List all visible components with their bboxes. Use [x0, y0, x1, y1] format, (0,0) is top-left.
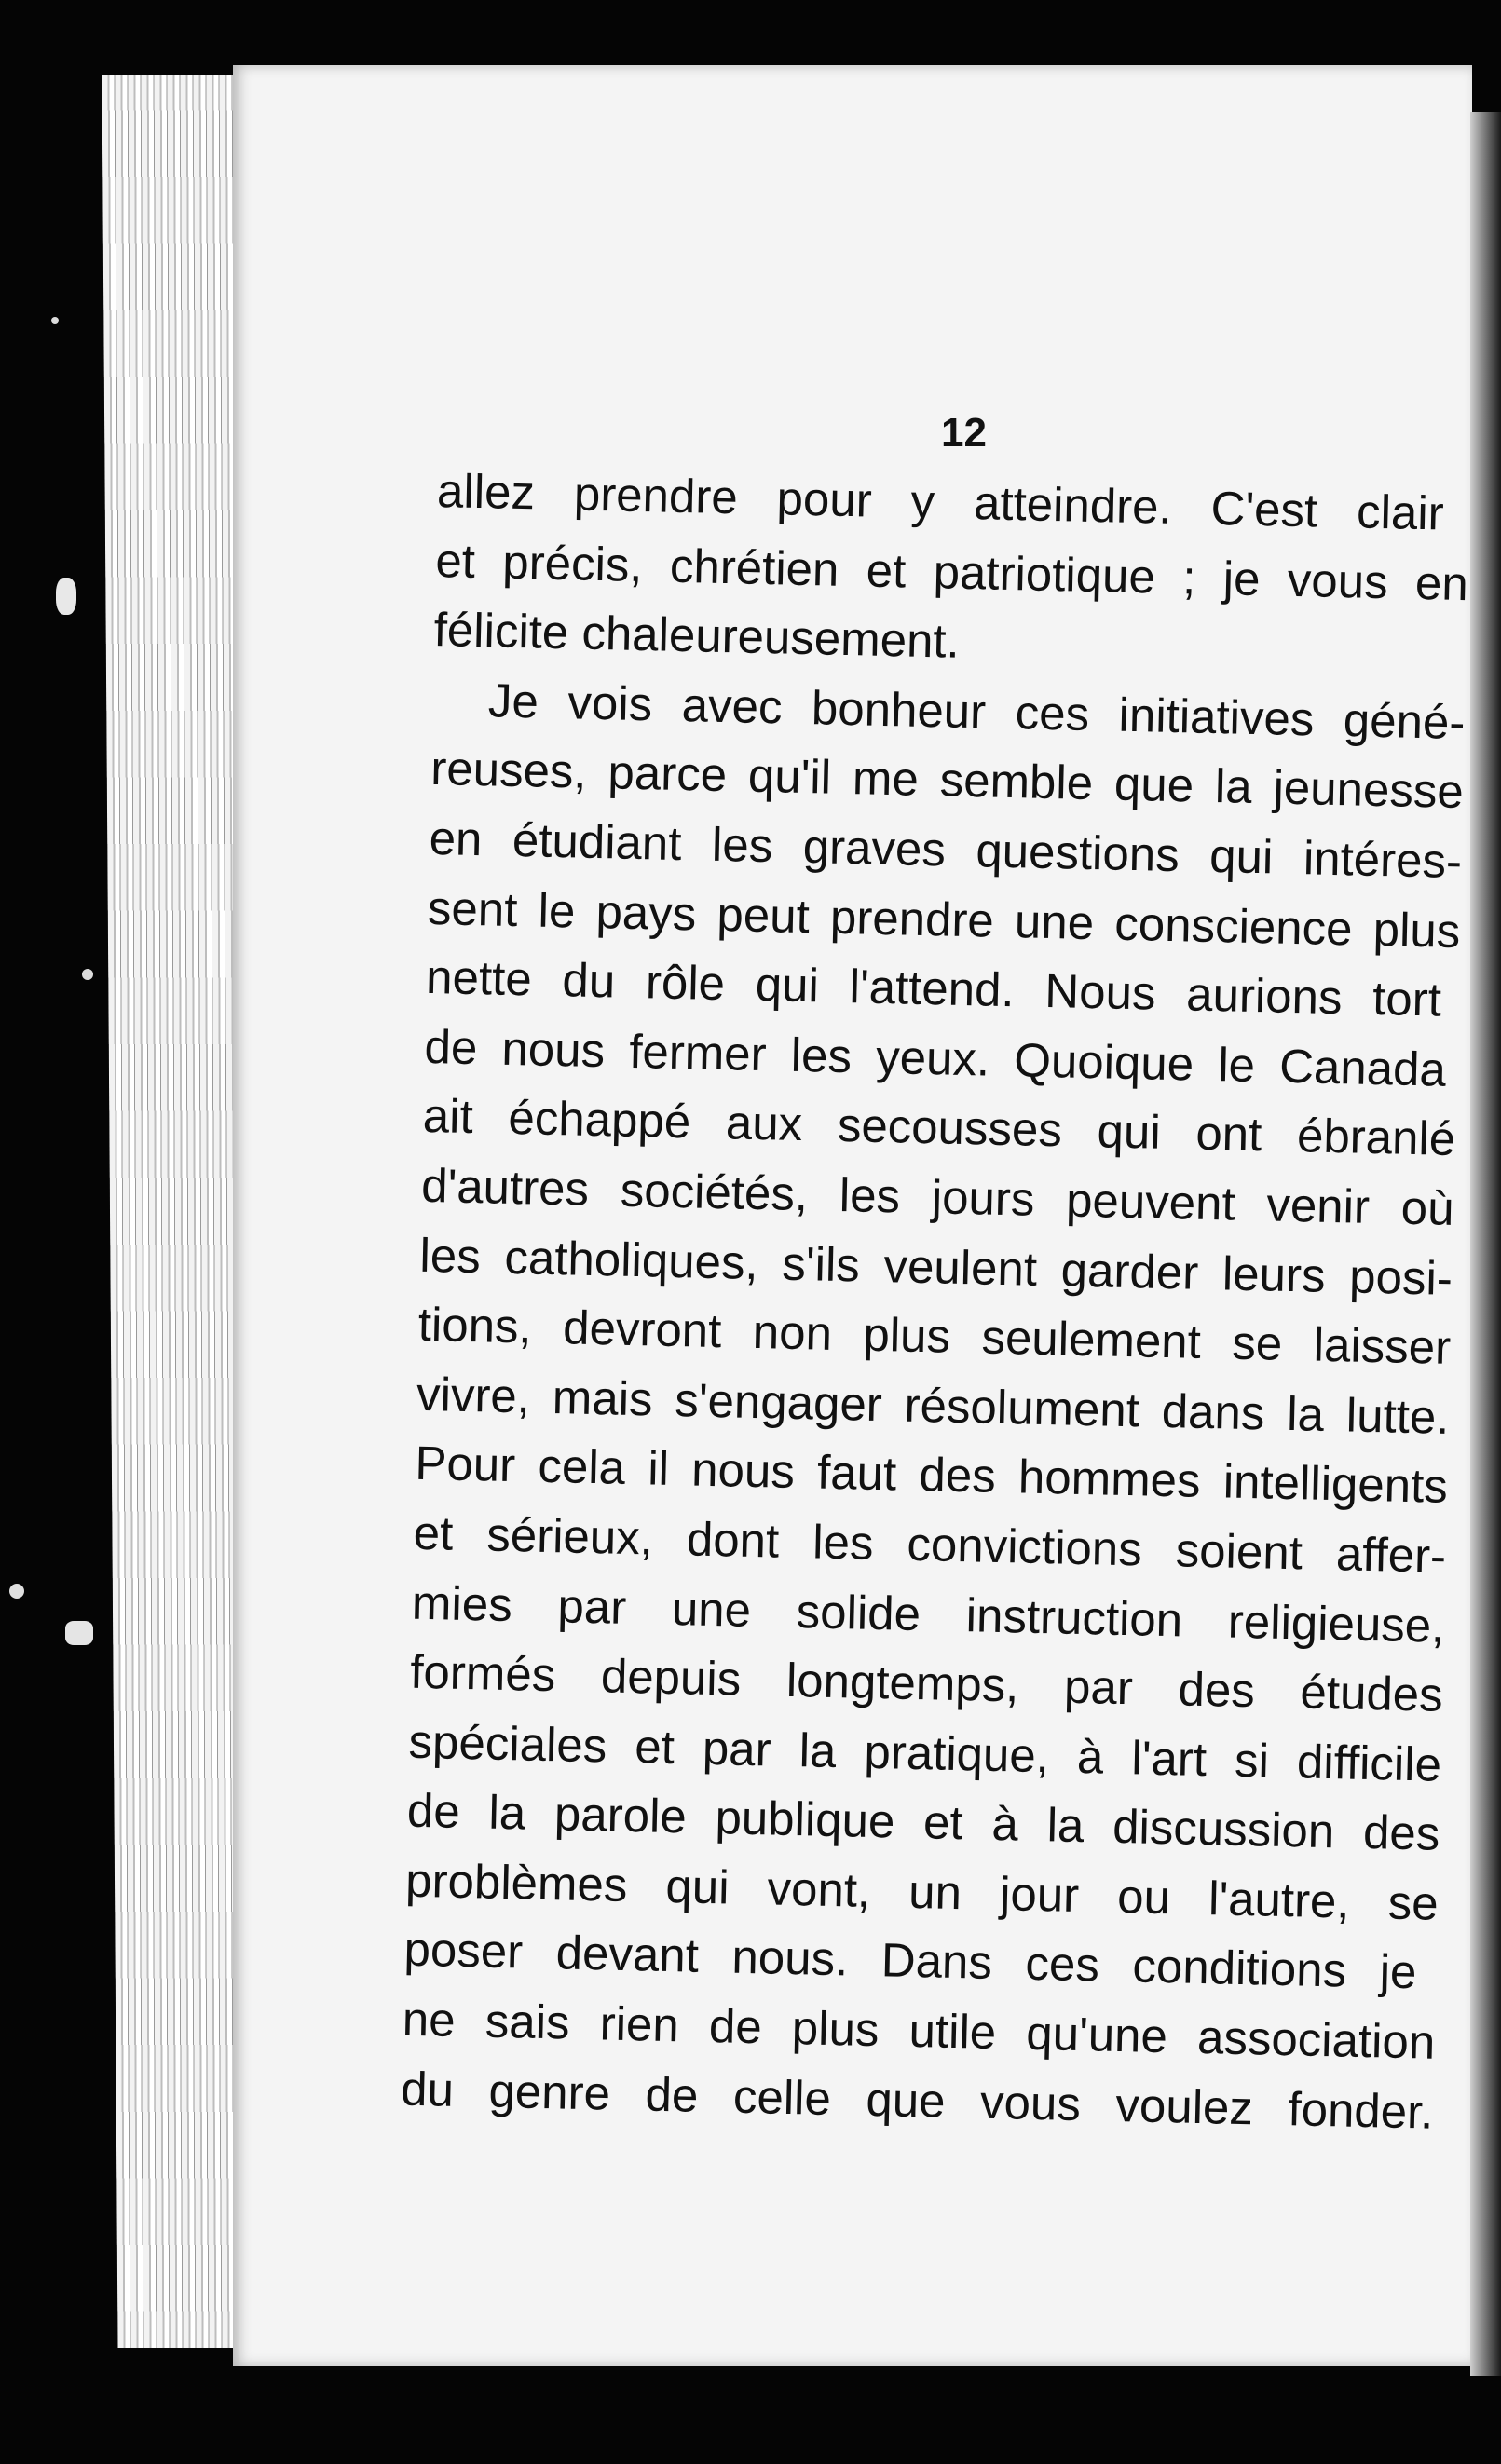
- dust-speck: [82, 969, 93, 980]
- text-line: d'autres sociétés, les jours peuvent venir où: [420, 1158, 1455, 1235]
- text-line: sent le pays peut prendre une conscience plus: [427, 880, 1461, 958]
- text-line: ait échappé aux secousses qui ont ébranlé: [422, 1089, 1456, 1166]
- text-line: reuses, parce qu'il me semble que la jeunesse: [430, 742, 1465, 819]
- text-line: mies par une solide instruction religieuse,: [411, 1575, 1446, 1653]
- text-line: en étudiant les graves questions qui intéres-: [429, 810, 1463, 889]
- text-line: allez prendre pour y atteindre. C'est clair: [436, 463, 1445, 540]
- text-line: et précis, chrétien et patriotique ; je vous en: [434, 533, 1469, 610]
- text-line: de nous fermer les yeux. Quoique le Canada: [423, 1019, 1447, 1096]
- text-line: et sérieux, dont les convictions soient affer-: [413, 1505, 1447, 1583]
- text-line: formés depuis longtemps, par des études: [409, 1644, 1444, 1722]
- text-line: Je vois avec bonheur ces initiatives géné-: [487, 674, 1467, 749]
- dust-speck: [56, 578, 76, 615]
- text-line: spéciales et par la pratique, à l'art si difficile: [408, 1714, 1442, 1791]
- body-text: [400, 456, 1471, 2147]
- text-line: ne sais rien de plus utile qu'une association: [402, 1992, 1436, 2069]
- text-line: de la parole publique et à la discussion des: [406, 1783, 1440, 1861]
- text-line: du genre de celle que vous voulez fonder.: [400, 2062, 1435, 2139]
- text-line: problèmes qui vont, un jour ou l'autre, se: [404, 1853, 1440, 1930]
- dust-speck: [9, 1584, 24, 1599]
- text-line: les catholiques, s'ils veulent garder leurs posi-: [418, 1228, 1453, 1305]
- text-line: félicite chaleureusement.: [433, 603, 961, 668]
- page-number: 12: [941, 410, 987, 456]
- text-line: poser devant nous. Dans ces conditions je: [403, 1923, 1418, 1999]
- text-line: Pour cela il nous faut des hommes intelligents: [414, 1436, 1449, 1514]
- text-line: nette du rôle qui l'attend. Nous aurions tort: [425, 950, 1442, 1027]
- page-right-shadow: [1470, 112, 1501, 2376]
- text-line: vivre, mais s'engager résolument dans la lutte.: [416, 1367, 1451, 1444]
- text-line: tions, devront non plus seulement se laisser: [417, 1297, 1452, 1375]
- dust-speck: [51, 317, 59, 324]
- dust-speck: [65, 1621, 93, 1645]
